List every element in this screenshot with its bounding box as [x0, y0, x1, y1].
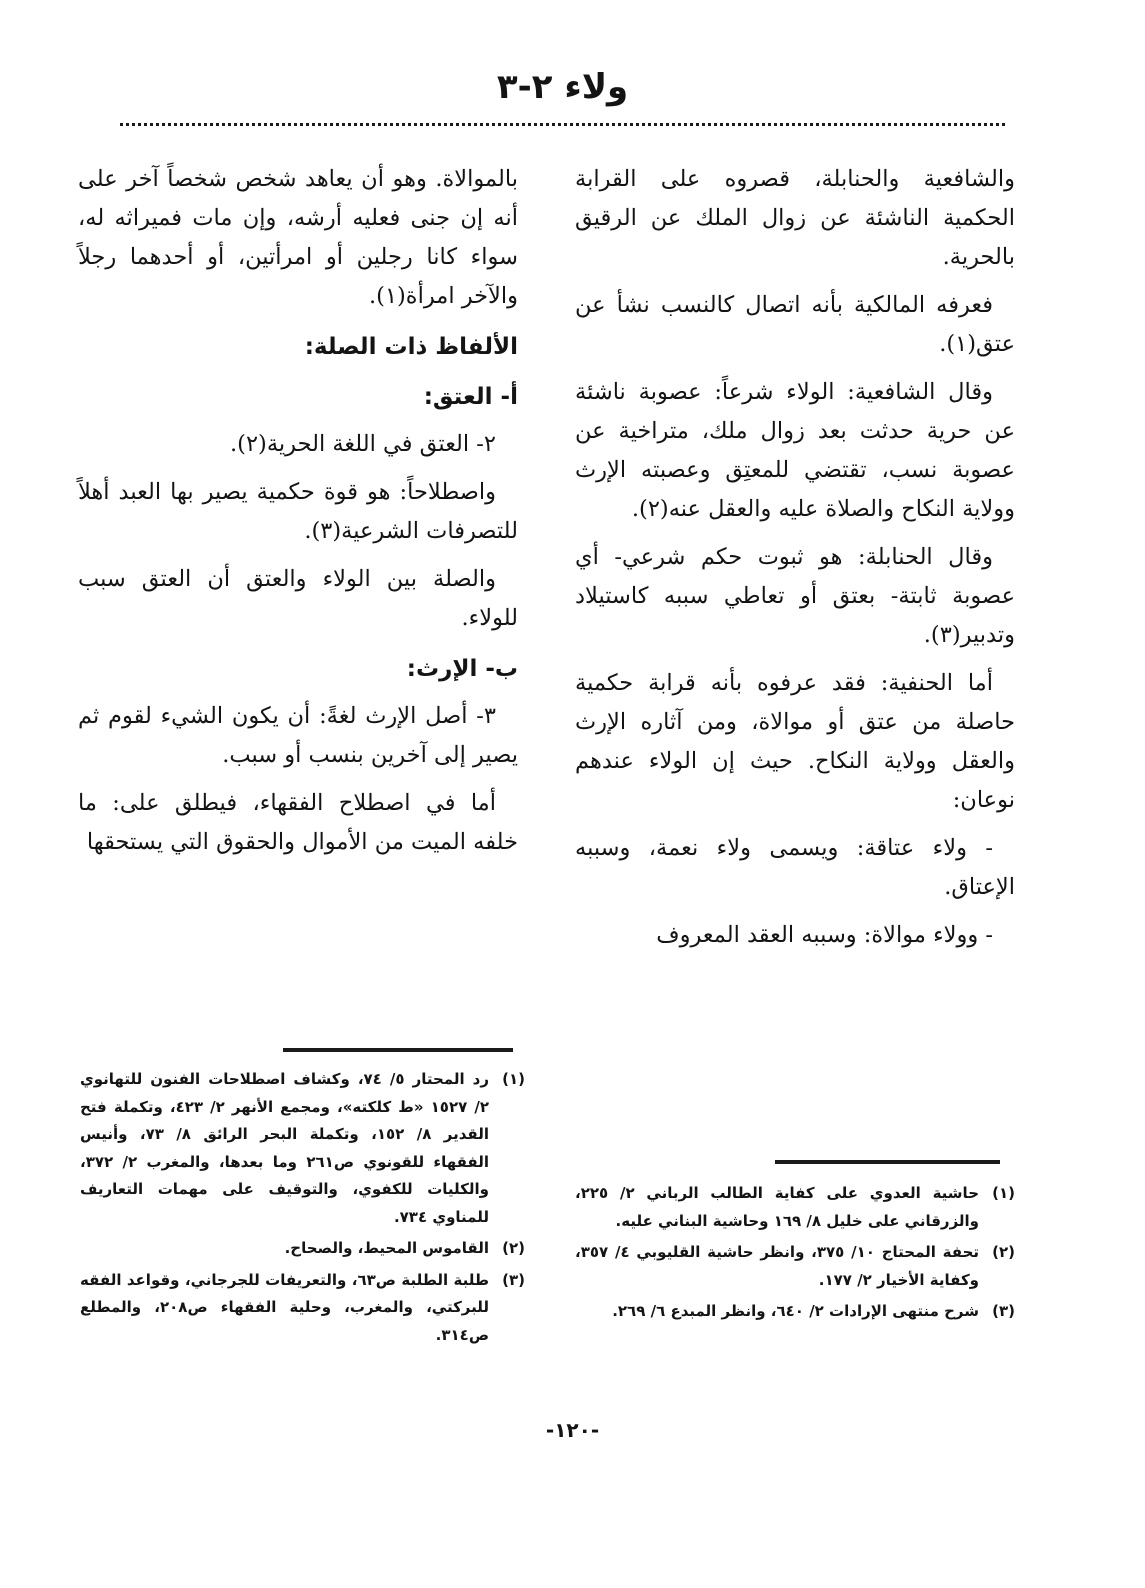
running-title: ولاء ٢-٣: [496, 67, 629, 107]
footnote: [80, 1235, 525, 1263]
footnotes-right: [575, 1180, 1015, 1330]
footnote-number: (١): [992, 1184, 1015, 1202]
footnote: [575, 1180, 1015, 1235]
footnote: [80, 1066, 525, 1231]
header-dotted-rule: [120, 123, 1005, 126]
left-column: [78, 160, 518, 871]
paragraph: أما في اصطلاح الفقهاء، فيطلق على: ما خلفه الميت من الأموال والحقوق التي يستحقها: [78, 790, 518, 855]
subsection-heading: أ- العتق:: [423, 384, 518, 410]
paragraph: واصطلاحاً: هو قوة حكمية يصير بها العبد أهلاً للتصرفات الشرعية(٣).: [78, 479, 518, 544]
paragraph: ٢- العتق في اللغة الحرية(٢).: [230, 431, 496, 457]
footnote-text: تحفة المحتاج ١٠/ ٣٧٥، وانظر حاشية القليوبي ٤/ ٣٥٧، وكفاية الأخيار ٢/ ١٧٧.: [575, 1243, 980, 1289]
footnote-number: (٣): [502, 1270, 525, 1289]
paragraph: بالموالاة. وهو أن يعاهد شخص شخصاً آخر على أنه إن جنى فعليه أرشه، وإن مات فميراثه له، سواء كانا رجلين أو امرأتين، أو أحدهما رجلاً والآخر امرأة(١).: [78, 166, 518, 309]
footnote-text: رد المحتار ٥/ ٧٤، وكشاف اصطلاحات الفنون للتهانوي ٢/ ١٥٢٧ «ط كلكته»، ومجمع الأنهر ٢/ ٤٢٣، وتكملة فتح القدير ٨/ ١٥٢، وتكملة البحر الرائق ٨/ ٧٣، وأنيس الفقهاء للقونوي ص٢٦١ وما بعدها، والمغرب ٢/ ٣٧٢، والكليات للكفوي، والتوقيف على مهمات التعاريف للمناوي ٧٣٤.: [80, 1070, 490, 1226]
footnote: [575, 1239, 1015, 1294]
footnote: [80, 1267, 525, 1350]
footnote-text: طلبة الطلبة ص٦٣، والتعريفات للجرجاني، وقواعد الفقه للبركتي، والمغرب، وحلية الفقهاء ص٢٠٨، والمطلع ص٣١٤.: [80, 1270, 489, 1344]
paragraph: فعرفه المالكية بأنه اتصال كالنسب نشأ عن عتق(١).: [575, 292, 1015, 357]
footnotes-left: [80, 1066, 525, 1353]
footnote-number: (٢): [992, 1243, 1015, 1261]
paragraph: أما الحنفية: فقد عرفوه بأنه قرابة حكمية حاصلة من عتق أو موالاة، ومن آثاره الإرث والعقل وولاية النكاح. حيث إن الولاء عندهم نوعان:: [575, 670, 1015, 813]
paragraph: وقال الشافعية: الولاء شرعاً: عصوبة ناشئة عن حرية حدثت بعد زوال ملك، متراخية عن عصوبة نسب، تقتضي للمعتِق وعصبته الإرث وولاية النكاح والصلاة عليه والعقل عنه(٢).: [575, 379, 1015, 522]
paragraph: والشافعية والحنابلة، قصروه على القرابة الحكمية الناشئة عن زوال الملك عن الرقيق بالحرية.: [575, 166, 1015, 270]
footnote-number: (١): [502, 1070, 525, 1088]
subsection-heading: ب- الإرث:: [406, 656, 518, 682]
footnote-number: (٢): [502, 1239, 525, 1257]
footnote-rule: [775, 1160, 1000, 1164]
paragraph: - ولاء عتاقة: ويسمى ولاء نعمة، وسببه الإعتاق.: [575, 835, 1015, 900]
paragraph: والصلة بين الولاء والعتق أن العتق سبب للولاء.: [78, 566, 518, 631]
footnote-text: شرح منتهى الإرادات ٢/ ٦٤٠، وانظر المبدع ٦/ ٢٦٩.: [612, 1302, 979, 1320]
section-heading: الألفاظ ذات الصلة:: [304, 334, 518, 360]
paragraph: ٣- أصل الإرث لغةً: أن يكون الشيء لقوم ثم يصير إلى آخرين بنسب أو سبب.: [78, 703, 518, 768]
right-column: [575, 160, 1015, 964]
footnote-text: القاموس المحيط، والصحاح.: [284, 1239, 489, 1257]
page-header: [120, 62, 1005, 118]
footnote-rule: [283, 1048, 513, 1052]
footnote-text: حاشية العدوي على كفاية الطالب الرباني ٢/ ٢٢٥، والزرقاني على خليل ٨/ ١٦٩ وحاشية البناني عليه.: [575, 1184, 980, 1230]
page-number: -١٢٠-: [545, 1418, 600, 1442]
paragraph: - وولاء موالاة: وسببه العقد المعروف: [656, 922, 993, 948]
paragraph: وقال الحنابلة: هو ثبوت حكم شرعي- أي عصوبة ثابتة- بعتق أو تعاطي سببه كاستيلاد وتدبير(٣).: [575, 544, 1015, 648]
footnote: [575, 1298, 1015, 1326]
footnote-number: (٣): [992, 1302, 1015, 1320]
